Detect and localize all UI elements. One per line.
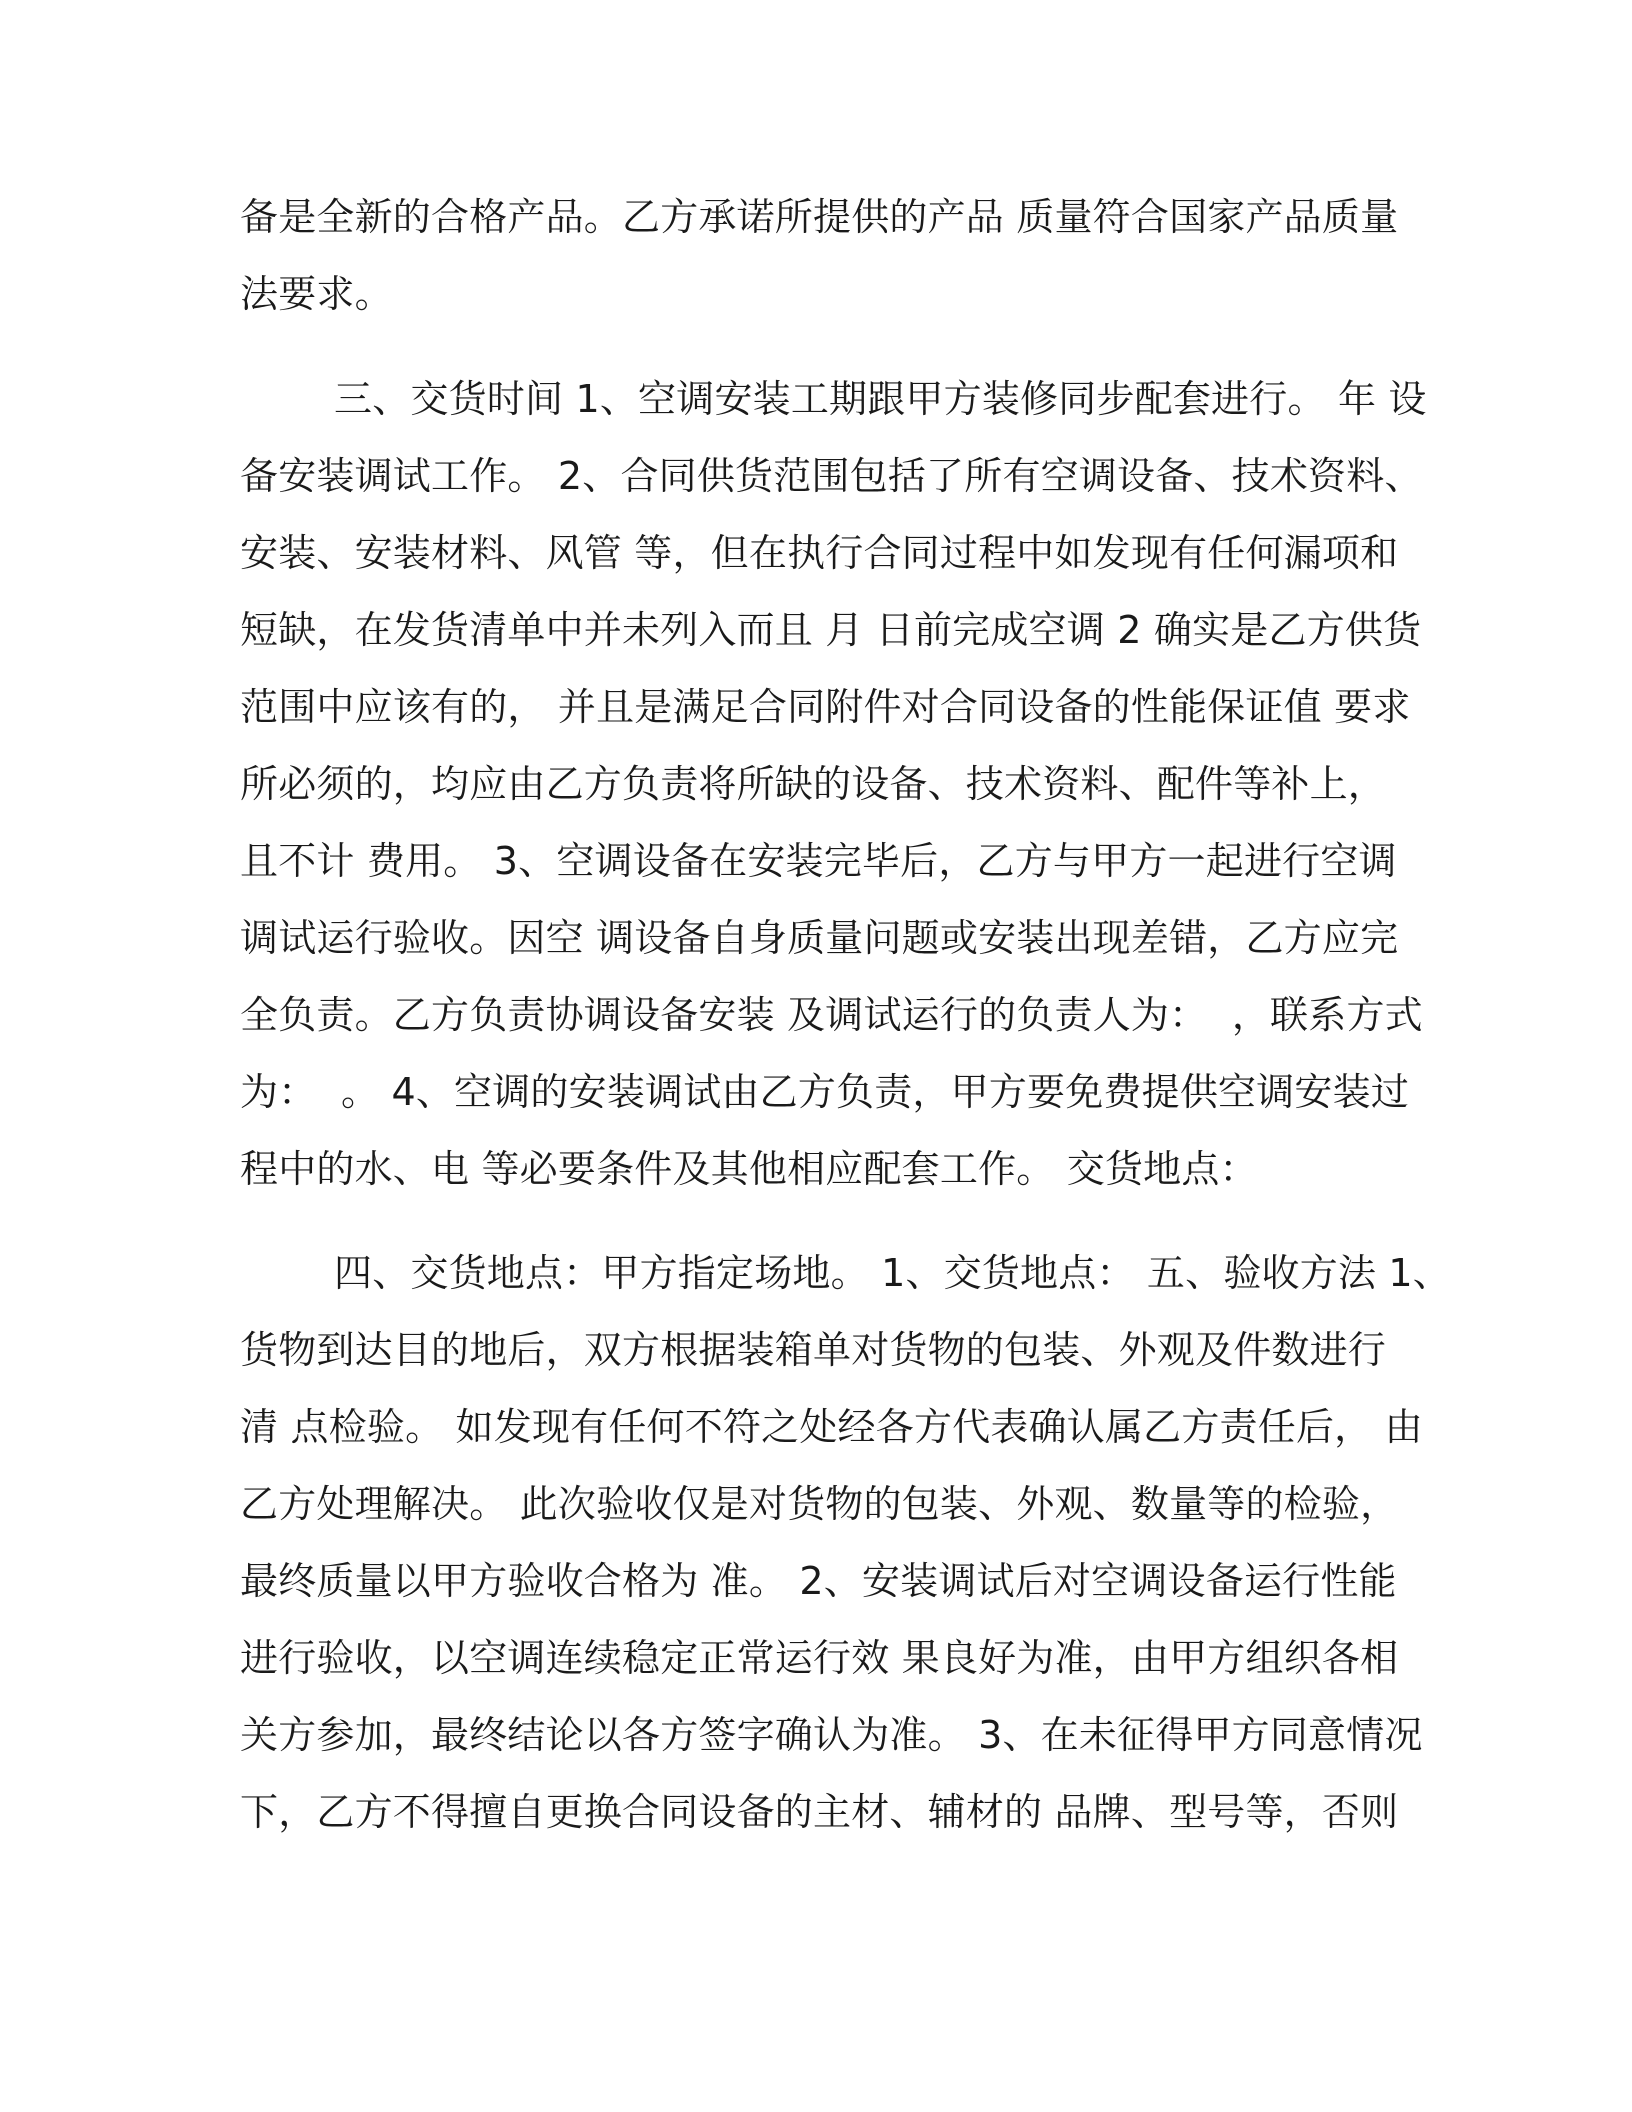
text-line-17: 乙方处理解决。 此次验收仅是对货物的包装、外观、数量等的检验，: [240, 1482, 1399, 1526]
text-line-18: 最终质量以甲方验收合格为 准。 2、安装调试后对空调设备运行性能: [240, 1559, 1397, 1603]
text-line-15: 货物到达目的地后，双方根据装箱单对货物的包装、外观及件数进行: [240, 1328, 1387, 1372]
text-line-13: 程中的水、电 等必要条件及其他相应配套工作。 交货地点：: [240, 1147, 1258, 1191]
text-line-8: 所必须的，均应由乙方负责将所缺的设备、技术资料、配件等补上，: [240, 762, 1387, 806]
text-line-6: 短缺，在发货清单中并未列入而且 月 日前完成空调 2 确实是乙方供货: [240, 608, 1422, 652]
text-line-11: 全负责。乙方负责协调设备安装 及调试运行的负责人为： ，联系方式: [240, 993, 1423, 1037]
text-line-5: 安装、安装材料、风管 等，但在执行合同过程中如发现有任何漏项和: [240, 531, 1399, 575]
text-line-9: 且不计 费用。 3、空调设备在安装完毕后，乙方与甲方一起进行空调: [240, 839, 1397, 883]
text-line-10: 调试运行验收。因空 调设备自身质量问题或安装出现差错，乙方应完: [240, 916, 1399, 960]
text-line-4: 备安装调试工作。 2、合同供货范围包括了所有空调设备、技术资料、: [240, 454, 1423, 498]
text-line-21: 下，乙方不得擅自更换合同设备的主材、辅材的 品牌、型号等，否则: [240, 1790, 1399, 1834]
text-line-20: 关方参加，最终结论以各方签字确认为准。 3、在未征得甲方同意情况: [240, 1713, 1423, 1757]
text-line-12: 为： 。 4、空调的安装调试由乙方负责，甲方要免费提供空调安装过: [240, 1070, 1410, 1114]
text-line-7: 范围中应该有的， 并且是满足合同附件对合同设备的性能保证值 要求: [240, 685, 1411, 729]
text-line-3: 三、交货时间 1、空调安装工期跟甲方装修同步配套进行。 年 设: [334, 377, 1427, 421]
text-line-2: 法要求。: [240, 272, 393, 316]
text-line-1: 备是全新的合格产品。乙方承诺所提供的产品 质量符合国家产品质量: [240, 195, 1399, 239]
text-line-14: 四、交货地点：甲方指定场地。 1、交货地点： 五、验收方法 1、: [334, 1251, 1451, 1295]
text-line-19: 进行验收，以空调连续稳定正常运行效 果良好为准，由甲方组织各相: [240, 1636, 1399, 1680]
text-line-16: 清 点检验。 如发现有任何不符之处经各方代表确认属乙方责任后， 由: [240, 1405, 1423, 1449]
